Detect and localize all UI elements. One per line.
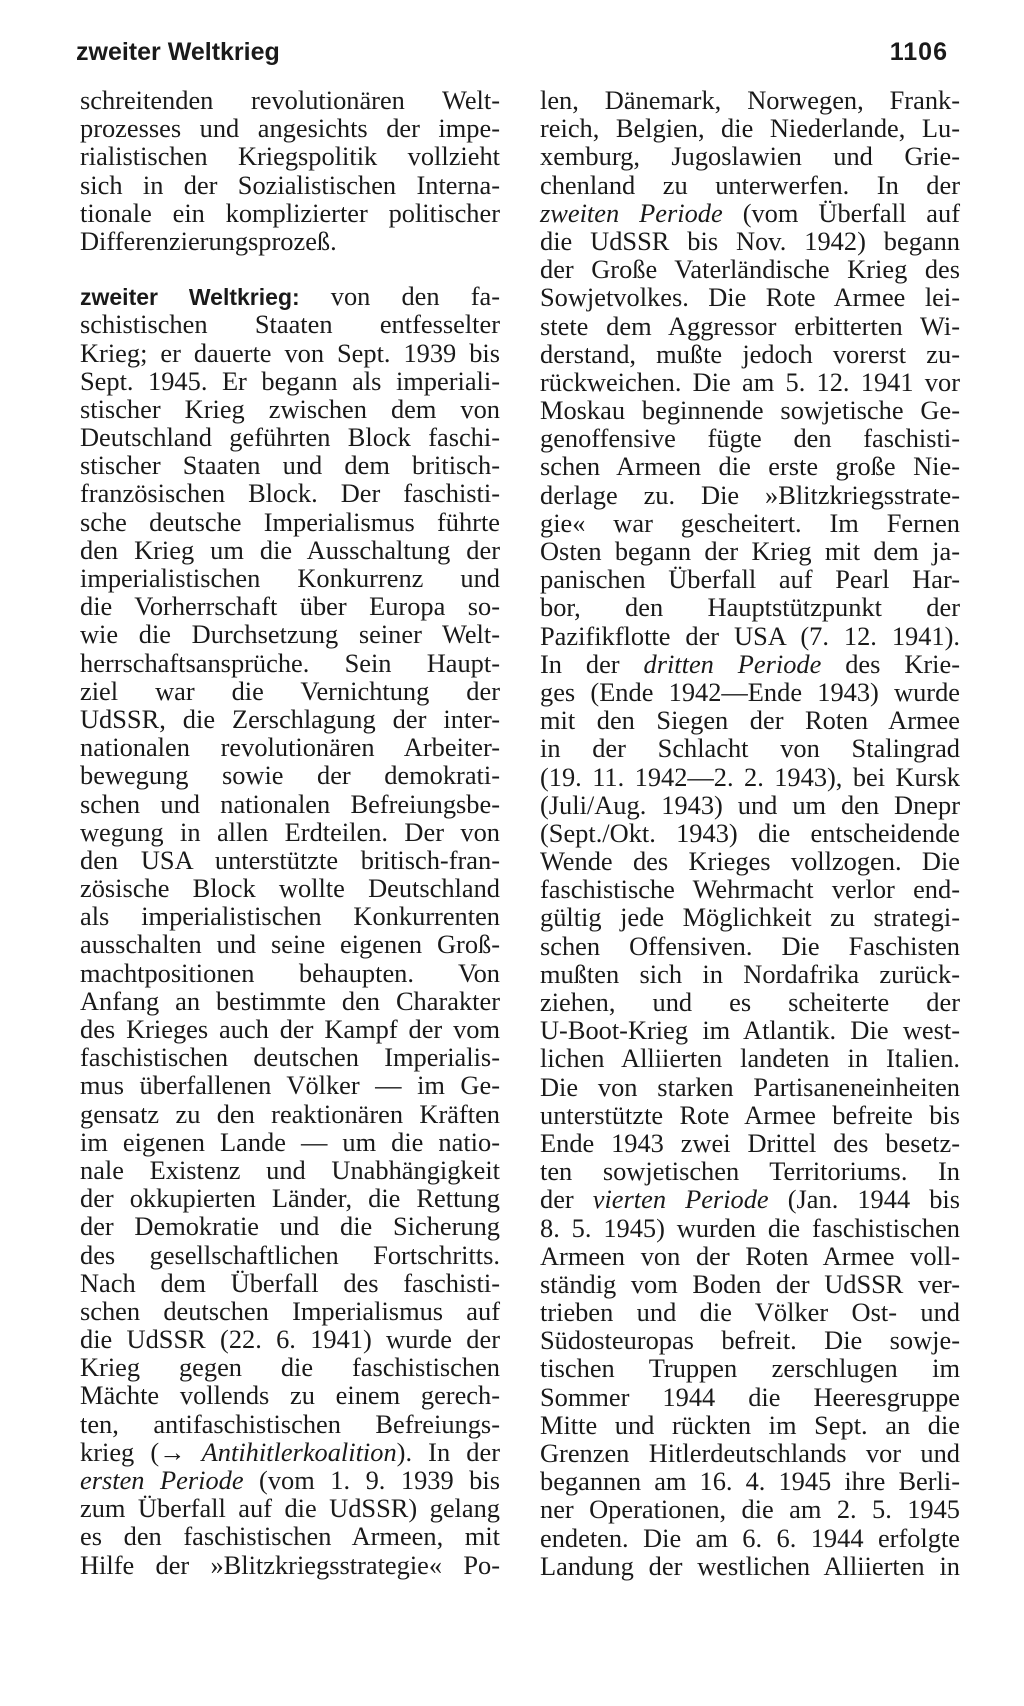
line-text: ten, antifaschistischen Befreiungs- <box>80 1408 500 1439</box>
text-line <box>80 1438 500 1466</box>
text-line <box>80 1071 500 1099</box>
text-line <box>540 1044 960 1072</box>
text-line <box>80 1156 500 1184</box>
line-text: ten sowjetischen Territoriums. In <box>540 1156 960 1187</box>
text-line <box>80 1410 500 1438</box>
line-text: faschistischen deutschen Imperialis- <box>80 1042 500 1073</box>
line-text: Sept. 1945. Er begann als imperiali- <box>80 365 500 396</box>
text-line <box>540 1411 960 1439</box>
line-text: (19. 11. 1942—2. 2. 1943), bei Kursk <box>540 761 960 792</box>
text-line <box>540 312 960 340</box>
running-head: zweiter Weltkrieg <box>76 38 280 66</box>
line-text: stete dem Aggressor erbitterten Wi- <box>540 310 960 341</box>
line-text-prefix: In der <box>540 648 644 679</box>
line-text: mußten sich in Nordafrika zurück- <box>540 958 960 989</box>
text-line <box>80 282 500 310</box>
text-line <box>80 1128 500 1156</box>
line-text: Sowjetvolkes. Die Rote Armee lei- <box>540 282 960 313</box>
line-text: faschistische Wehrmacht verlor end- <box>540 874 960 905</box>
line-text: der okkupierten Länder, die Rettung <box>80 1183 500 1214</box>
text-line <box>540 1495 960 1523</box>
text-line <box>80 142 500 170</box>
line-text: gültig jede Möglichkeit zu strategi- <box>540 902 960 933</box>
line-text: Krieg; er dauerte von Sept. 1939 bis <box>80 337 500 368</box>
text-line <box>80 705 500 733</box>
text-line <box>80 171 500 199</box>
line-text: reich, Belgien, die Niederlande, Lu- <box>540 113 960 144</box>
line-text: (vom 1. 9. 1939 bis <box>243 1465 500 1495</box>
line-text: tischen Truppen zerschlugen im <box>540 1353 960 1384</box>
line-text: rialistischen Kriegspolitik vollzieht <box>80 141 500 172</box>
text-line <box>540 1524 960 1552</box>
text-line <box>540 734 960 762</box>
text-line <box>540 1185 960 1213</box>
line-text: schreitenden revolutionären Welt- <box>80 85 500 115</box>
line-text: machtpositionen behaupten. Von <box>80 957 500 988</box>
text-line <box>80 114 500 142</box>
line-text: derstand, mußte jedoch vorerst zu- <box>540 338 960 369</box>
line-text: französischen Block. Der faschisti- <box>80 478 500 509</box>
text-line <box>80 874 500 902</box>
line-text: nationalen revolutionären Arbeiter- <box>80 732 500 763</box>
line-text: Sommer 1944 die Heeresgruppe <box>540 1381 960 1412</box>
line-text: UdSSR, die Zerschlagung der inter- <box>80 703 500 734</box>
text-line <box>540 227 960 255</box>
line-text: ner Operationen, die am 2. 5. 1945 <box>540 1494 960 1525</box>
line-text: Mitte und rückten im Sept. an die <box>540 1409 960 1440</box>
line-text: Wende des Krieges vollzogen. Die <box>540 846 960 877</box>
text-line <box>540 1383 960 1411</box>
line-text: nale Existenz und Unabhängigkeit <box>80 1154 500 1185</box>
line-text: ausschalten und seine eigenen Groß- <box>80 929 500 960</box>
text-line <box>80 620 500 648</box>
line-text: Moskau beginnende sowjetische Ge- <box>540 395 960 426</box>
line-text: bewegung sowie der demokrati- <box>80 760 500 791</box>
line-text: den Krieg um die Ausschaltung der <box>80 534 500 565</box>
line-text: U-Boot-Krieg im Atlantik. Die west- <box>540 1015 960 1046</box>
line-text: die UdSSR bis Nov. 1942) begann <box>540 225 960 256</box>
text-line <box>540 791 960 819</box>
line-text: endeten. Die am 6. 6. 1944 erfolgte <box>540 1522 960 1553</box>
text-line <box>80 1043 500 1071</box>
text-line <box>540 1326 960 1354</box>
line-text: ständig vom Boden der UdSSR ver- <box>540 1268 960 1299</box>
line-text: Südosteuropas befreit. Die sowje- <box>540 1325 960 1356</box>
line-text: zösische Block wollte Deutschland <box>80 873 500 904</box>
line-text: mit den Siegen der Roten Armee <box>540 705 960 736</box>
line-text: Anfang an bestimmte den Charakter <box>80 985 500 1016</box>
line-text: genoffensive fügte den faschisti- <box>540 423 960 454</box>
text-line <box>540 114 960 142</box>
line-text: Grenzen Hitlerdeutschlands vor und <box>540 1438 960 1468</box>
line-text: des Krie- <box>821 648 960 679</box>
text-line <box>540 1101 960 1129</box>
line-text: der Demokratie und die Sicherung <box>80 1211 500 1242</box>
line-text: Mächte vollends zu einem gerech- <box>80 1380 500 1411</box>
line-text: des gesellschaftlichen Fortschritts. <box>80 1239 500 1270</box>
text-line <box>540 932 960 960</box>
line-text: Die von starken Partisaneneinheiten <box>540 1071 960 1102</box>
text-line <box>80 339 500 367</box>
line-text: Landung der westlichen Alliierten in <box>540 1550 960 1581</box>
text-line <box>540 199 960 227</box>
line-text: sche deutsche Imperialismus führte <box>80 506 500 537</box>
page-header <box>76 38 948 67</box>
line-text: unterstützte Rote Armee befreite bis <box>540 1099 960 1130</box>
text-line <box>80 1466 500 1494</box>
line-text: ziehen, und es scheiterte der <box>540 987 960 1017</box>
line-text: ges (Ende 1942—Ende 1943) wurde <box>540 676 960 707</box>
line-text: mus überfallenen Völker — im Ge- <box>80 1070 500 1101</box>
text-line <box>80 564 500 592</box>
line-text-prefix: der <box>540 1184 593 1215</box>
text-line <box>540 142 960 170</box>
text-line <box>540 1242 960 1270</box>
text-line <box>80 846 500 874</box>
text-line <box>540 763 960 791</box>
text-line <box>540 1298 960 1326</box>
text-line <box>540 1214 960 1242</box>
text-line <box>80 508 500 536</box>
line-text: im eigenen Lande — um die natio- <box>80 1126 500 1157</box>
text-line <box>540 171 960 199</box>
text-line <box>80 1241 500 1269</box>
text-line <box>80 592 500 620</box>
italic-term: dritten Periode <box>643 648 822 679</box>
line-text: trieben und die Völker Ost- und <box>540 1297 960 1328</box>
italic-term: ersten Periode <box>80 1465 244 1495</box>
text-line <box>80 930 500 958</box>
text-line <box>540 847 960 875</box>
text-line <box>540 86 960 114</box>
text-line <box>80 423 500 451</box>
line-text: schen Armeen die erste große Nie- <box>540 451 960 482</box>
text-line <box>80 902 500 930</box>
text-line <box>80 733 500 761</box>
text-line <box>80 790 500 818</box>
text-line <box>80 199 500 227</box>
left-column <box>80 86 500 1579</box>
line-text: bor, den Hauptstützpunkt der <box>540 592 960 623</box>
line-text: Hilfe der »Blitzkriegsstrategie« Po- <box>80 1549 500 1580</box>
line-text: 8. 5. 1945) wurden die faschistischen <box>540 1212 960 1243</box>
text-line <box>540 452 960 480</box>
text-line <box>540 622 960 650</box>
line-text: wie die Durchsetzung seiner Welt- <box>80 619 500 650</box>
text-line <box>540 1016 960 1044</box>
line-text: xemburg, Jugoslawien und Grie- <box>540 141 960 172</box>
line-text: lichen Alliierten landeten in Italien. <box>540 1043 960 1074</box>
text-line <box>540 509 960 537</box>
line-text: Osten begann der Krieg mit dem ja- <box>540 536 960 566</box>
line-text: Armeen von der Roten Armee voll- <box>540 1240 960 1271</box>
text-line <box>80 310 500 338</box>
line-text: schen und nationalen Befreiungsbe- <box>80 788 500 819</box>
line-text: (Jan. 1944 bis <box>768 1184 960 1215</box>
line-text: ziel war die Vernichtung der <box>80 675 500 706</box>
right-column <box>540 86 960 1580</box>
line-text: sich in der Sozialistischen Interna- <box>80 169 500 200</box>
line-text: zum Überfall auf die UdSSR) gelang <box>80 1493 500 1524</box>
line-text: (Juli/Aug. 1943) und um den Dnepr <box>540 789 960 820</box>
line-text: (Sept./Okt. 1943) die entscheidende <box>540 817 960 848</box>
line-text: stischer Staaten und dem britisch- <box>80 450 500 481</box>
text-line <box>80 1015 500 1043</box>
line-text: gie« war gescheitert. Im Fernen <box>540 507 960 538</box>
text-line <box>540 1467 960 1495</box>
line-text: stischer Krieg zwischen dem von <box>80 393 500 424</box>
page-number: 1106 <box>889 38 948 66</box>
line-text: Krieg gegen die faschistischen <box>80 1352 500 1383</box>
text-line <box>80 959 500 987</box>
line-text: die Vorherrschaft über Europa so- <box>80 591 500 622</box>
text-line <box>80 451 500 479</box>
line-text: (vom Überfall auf <box>722 197 960 228</box>
text-line <box>80 86 500 114</box>
line-text: tionale ein komplizierter politischer <box>80 197 500 228</box>
text-line <box>80 1297 500 1325</box>
line-text: von den fa- <box>299 281 500 312</box>
line-text: Ende 1943 zwei Drittel des besetz- <box>540 1127 960 1158</box>
text-line <box>540 960 960 988</box>
line-text: es den faschistischen Armeen, mit <box>80 1521 500 1552</box>
text-line <box>540 537 960 565</box>
text-line <box>540 1073 960 1101</box>
text-line <box>540 396 960 424</box>
line-text: schistischen Staaten entfesselter <box>80 309 500 340</box>
line-text: in der Schlacht von Stalingrad <box>540 733 960 764</box>
line-text: Differenzierungsprozeß. <box>80 225 337 256</box>
text-line <box>540 819 960 847</box>
text-line <box>540 875 960 903</box>
line-text: schen Offensiven. Die Faschisten <box>540 930 960 961</box>
line-text: die UdSSR (22. 6. 1941) wurde der <box>80 1324 500 1355</box>
line-text: schen deutschen Imperialismus auf <box>80 1295 500 1326</box>
text-line <box>80 1325 500 1353</box>
text-line <box>540 1354 960 1382</box>
text-line <box>80 479 500 507</box>
line-text: der Große Vaterländische Krieg des <box>540 254 960 285</box>
line-text: Deutschland geführten Block faschi- <box>80 422 500 453</box>
text-line <box>540 1552 960 1580</box>
line-text: begannen am 16. 4. 1945 ihre Berli- <box>540 1466 960 1497</box>
line-text: Pazifikflotte der USA (7. 12. 1941). <box>540 620 960 651</box>
italic-term: zweiten Periode <box>540 197 723 228</box>
line-text: wegung in allen Erdteilen. Der von <box>80 816 500 847</box>
italic-term: vierten Periode <box>592 1184 769 1215</box>
text-line <box>540 593 960 621</box>
text-line <box>540 988 960 1016</box>
line-text-prefix: krieg (→ <box>80 1436 202 1467</box>
line-text: gensatz zu den reaktionären Kräften <box>80 1098 500 1129</box>
text-line <box>80 1184 500 1212</box>
text-line <box>540 368 960 396</box>
text-line <box>80 367 500 395</box>
line-text: als imperialistischen Konkurrenten <box>80 901 500 932</box>
text-line <box>80 1551 500 1579</box>
line-text: imperialistischen Konkurrenz und <box>80 563 500 593</box>
text-line <box>540 283 960 311</box>
text-line <box>80 1353 500 1381</box>
text-line <box>80 1494 500 1522</box>
text-line <box>540 1439 960 1467</box>
italic-term: Antihitlerkoalition <box>201 1436 397 1467</box>
line-text: derlage zu. Die »Blitzkriegsstrate- <box>540 479 960 510</box>
text-line <box>540 678 960 706</box>
line-text: panischen Überfall auf Pearl Har- <box>540 564 960 595</box>
text-line <box>80 649 500 677</box>
text-line <box>80 1522 500 1550</box>
line-text: len, Dänemark, Norwegen, Frank- <box>540 85 960 115</box>
line-text: prozesses und angesichts der impe- <box>80 113 500 144</box>
text-line <box>80 536 500 564</box>
text-line <box>540 1270 960 1298</box>
text-line <box>540 1157 960 1185</box>
text-line <box>80 1212 500 1240</box>
text-line <box>80 761 500 789</box>
text-line <box>80 818 500 846</box>
text-line <box>80 677 500 705</box>
text-line <box>540 340 960 368</box>
line-text: des Krieges auch der Kampf der vom <box>80 1014 500 1044</box>
text-line <box>80 1269 500 1297</box>
text-line <box>540 650 960 678</box>
text-line <box>80 987 500 1015</box>
text-line <box>540 424 960 452</box>
text-line <box>80 1381 500 1409</box>
text-line <box>540 903 960 931</box>
line-text: herrschaftsansprüche. Sein Haupt- <box>80 647 500 678</box>
text-line <box>540 565 960 593</box>
text-line <box>540 255 960 283</box>
text-line <box>540 481 960 509</box>
entry-headword: zweiter Weltkrieg: <box>80 284 300 311</box>
text-line <box>80 395 500 423</box>
text-line <box>80 227 500 255</box>
line-text: chenland zu unterwerfen. In der <box>540 169 960 200</box>
line-text: Nach dem Überfall des faschisti- <box>80 1267 500 1298</box>
line-text: ). In der <box>396 1436 500 1467</box>
text-line <box>540 1129 960 1157</box>
line-text: den USA unterstützte britisch-fran- <box>80 844 500 875</box>
text-line <box>80 1100 500 1128</box>
line-text: rückweichen. Die am 5. 12. 1941 vor <box>540 366 960 397</box>
text-line <box>540 706 960 734</box>
